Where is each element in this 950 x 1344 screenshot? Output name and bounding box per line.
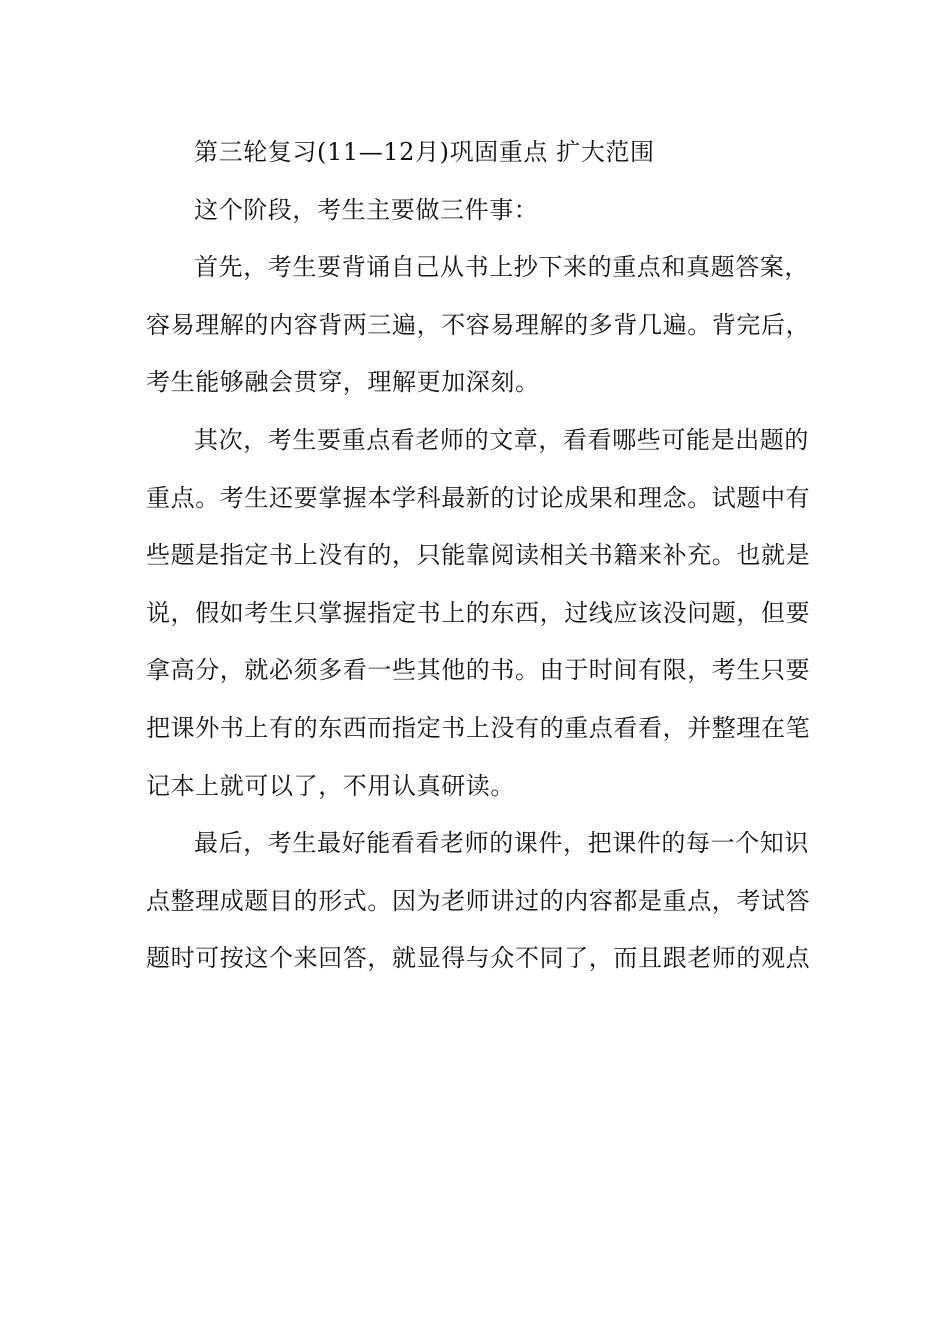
paragraph-line: 拿高分，就必须多看一些其他的书。由于时间有限，考生只要 [146, 656, 811, 685]
paragraph-line: 这个阶段，考生主要做三件事： [194, 195, 539, 224]
paragraph-line: 点整理成题目的形式。因为老师讲过的内容都是重点，考试答 [146, 886, 811, 915]
paragraph-line: 第三轮复习(11—12月)巩固重点 扩大范围 [194, 138, 655, 166]
paragraph-intro [146, 182, 806, 240]
paragraph-line: 首先，考生要背诵自己从书上抄下来的重点和真题答案， [194, 253, 809, 282]
paragraph-line: 说，假如考生只掌握指定书上的东西，过线应该没问题，但要 [146, 598, 811, 627]
paragraph-line: 考生能够融会贯穿，理解更加深刻。 [146, 368, 540, 397]
paragraph-line: 些题是指定书上没有的，只能靠阅读相关书籍来补充。也就是 [146, 541, 811, 570]
paragraph-line: 其次，考生要重点看老师的文章，看看哪些可能是出题的 [194, 425, 809, 454]
paragraph-first [146, 239, 811, 412]
paragraph-heading [146, 124, 806, 182]
document-body [146, 124, 811, 988]
paragraph-line: 最后，考生最好能看看老师的课件，把课件的每一个知识 [194, 829, 809, 858]
paragraph-line: 容易理解的内容背两三遍，不容易理解的多背几遍。背完后， [146, 310, 811, 339]
paragraph-third [146, 815, 811, 988]
paragraph-line: 重点。考生还要掌握本学科最新的讨论成果和理念。试题中有 [146, 483, 811, 512]
paragraph-line: 把课外书上有的东西而指定书上没有的重点看看，并整理在笔 [146, 713, 811, 742]
paragraph-second [146, 412, 811, 815]
paragraph-line: 题时可按这个来回答，就显得与众不同了，而且跟老师的观点 [146, 944, 811, 973]
paragraph-line: 记本上就可以了，不用认真研读。 [146, 771, 515, 800]
